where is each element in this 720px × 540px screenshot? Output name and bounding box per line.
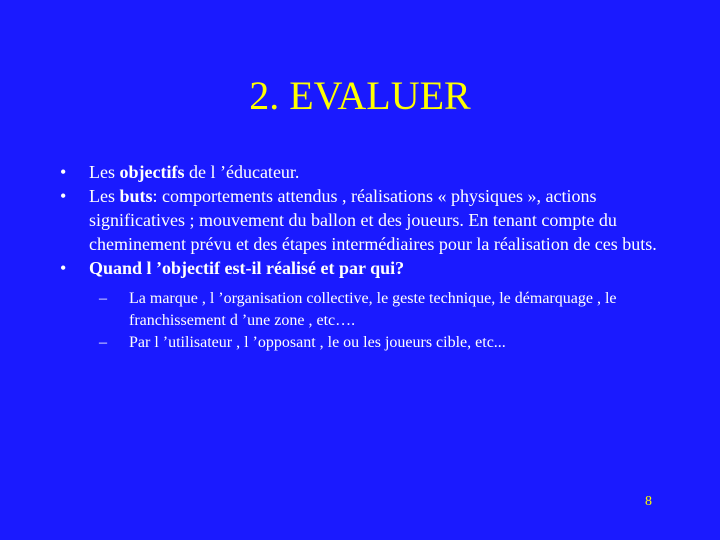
sub-bullet-text: Par l ’utilisateur , l ’opposant , le ou les joueurs cible, etc...: [129, 334, 506, 351]
bullet-icon: •: [60, 258, 67, 278]
bullet-icon: •: [60, 162, 67, 182]
slide-title: 2. EVALUER: [249, 73, 471, 118]
dash-icon: –: [99, 334, 107, 351]
sub-bullet-text: La marque , l ’organisation collective, le geste technique, le démarquage , le franchissement d ’une zone , etc….: [129, 290, 617, 329]
bullet-text-prefix: Les: [89, 186, 120, 206]
page-number: 8: [645, 494, 652, 509]
dash-icon: –: [99, 290, 107, 307]
bullet-list: [60, 160, 670, 354]
sub-bullet-marque: [99, 288, 670, 332]
sub-bullet-utilisateur: [99, 332, 670, 354]
bullet-keyword: buts: [119, 186, 153, 206]
sub-bullet-list: [89, 288, 670, 354]
bullet-text-suffix: : comportements attendus , réalisations « physiques », actions significatives ; mouvement du ballon et des joueurs. En tenant compte du cheminement prévu et des étapes intermédiaires pour la réalisation de ces buts.: [89, 186, 657, 254]
bullet-question: [60, 256, 670, 354]
bullet-objectifs: [60, 160, 670, 184]
bullet-buts: [60, 184, 670, 256]
bullet-icon: •: [60, 186, 67, 206]
bullet-text-prefix: Les: [89, 162, 120, 182]
bullet-text-suffix: de l ’éducateur.: [184, 162, 300, 182]
bullet-question-text: Quand l ’objectif est-il réalisé et par qui?: [89, 258, 405, 278]
bullet-keyword: objectifs: [119, 162, 185, 182]
